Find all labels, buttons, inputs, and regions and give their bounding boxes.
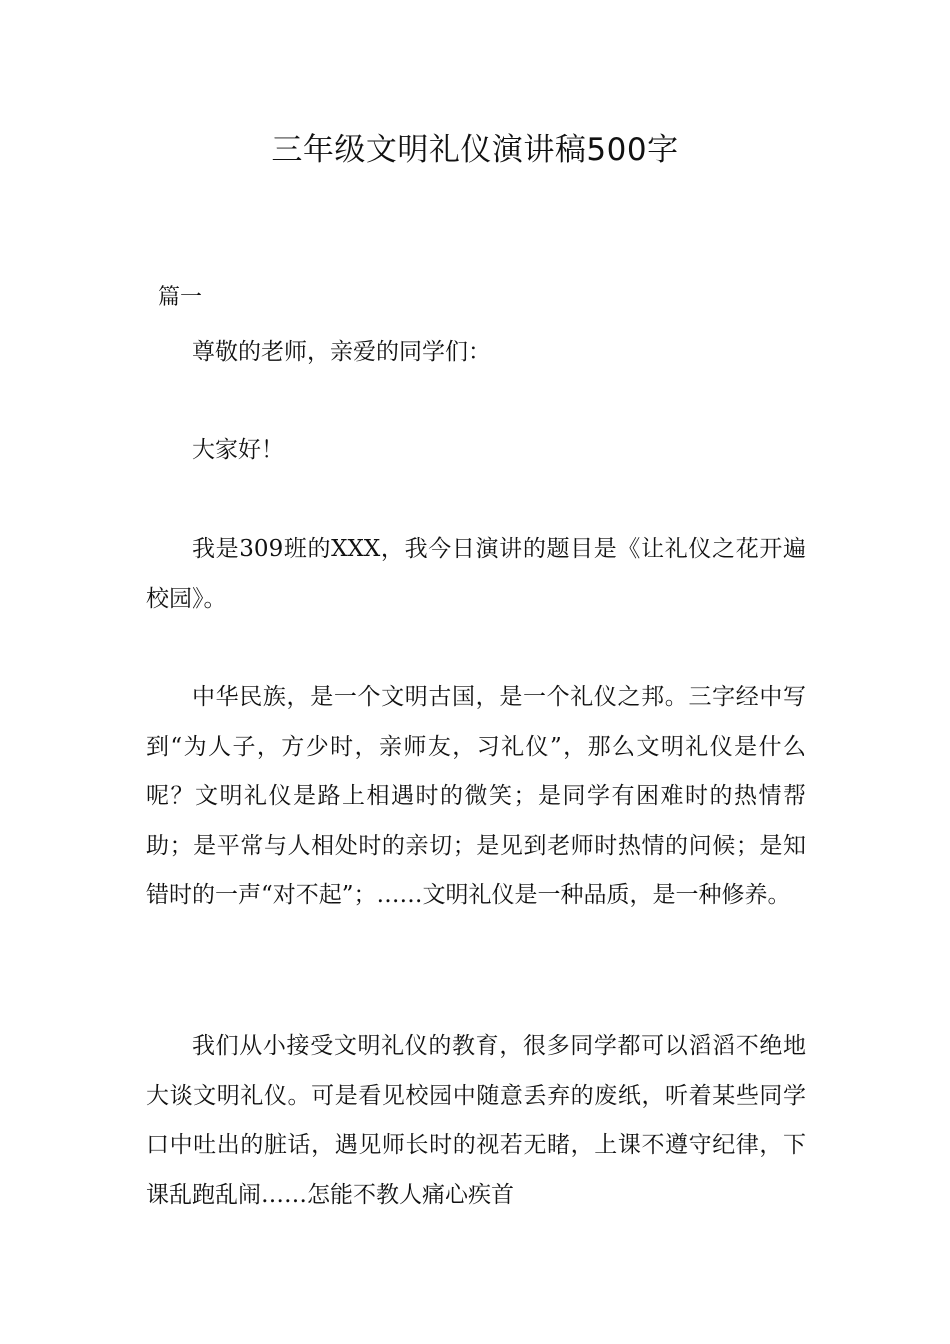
- document-title: 三年级文明礼仪演讲稿500字: [271, 132, 679, 168]
- paragraph-introduction: 我是309班的XXX，我今日演讲的题目是《让礼仪之花开遍校园》。: [146, 536, 806, 612]
- paragraph-greeting: 尊敬的老师，亲爱的同学们：: [192, 339, 491, 365]
- section-label: 篇一: [158, 285, 203, 310]
- paragraph-hello: 大家好！: [192, 437, 284, 463]
- paragraph-etiquette-definition: 中华民族，是一个文明古国，是一个礼仪之邦。三字经中写到“为人子，方少时，亲师友，习礼仪”，那么文明礼仪是什么呢？文明礼仪是路上相遇时的微笑；是同学有困难时的热情帮助；是平常与人相处时的亲切；是见到老师时热情的问候；是知错时的一声“对不起”；……文明礼仪是一种品质，是一种修养。: [146, 684, 806, 909]
- paragraph-campus-problems: 我们从小接受文明礼仪的教育，很多同学都可以滔滔不绝地大谈文明礼仪。可是看见校园中随意丢弃的废纸，听着某些同学口中吐出的脏话，遇见师长时的视若无睹，上课不遵守纪律，下课乱跑乱闹……怎能不教人痛心疾首: [146, 1033, 806, 1208]
